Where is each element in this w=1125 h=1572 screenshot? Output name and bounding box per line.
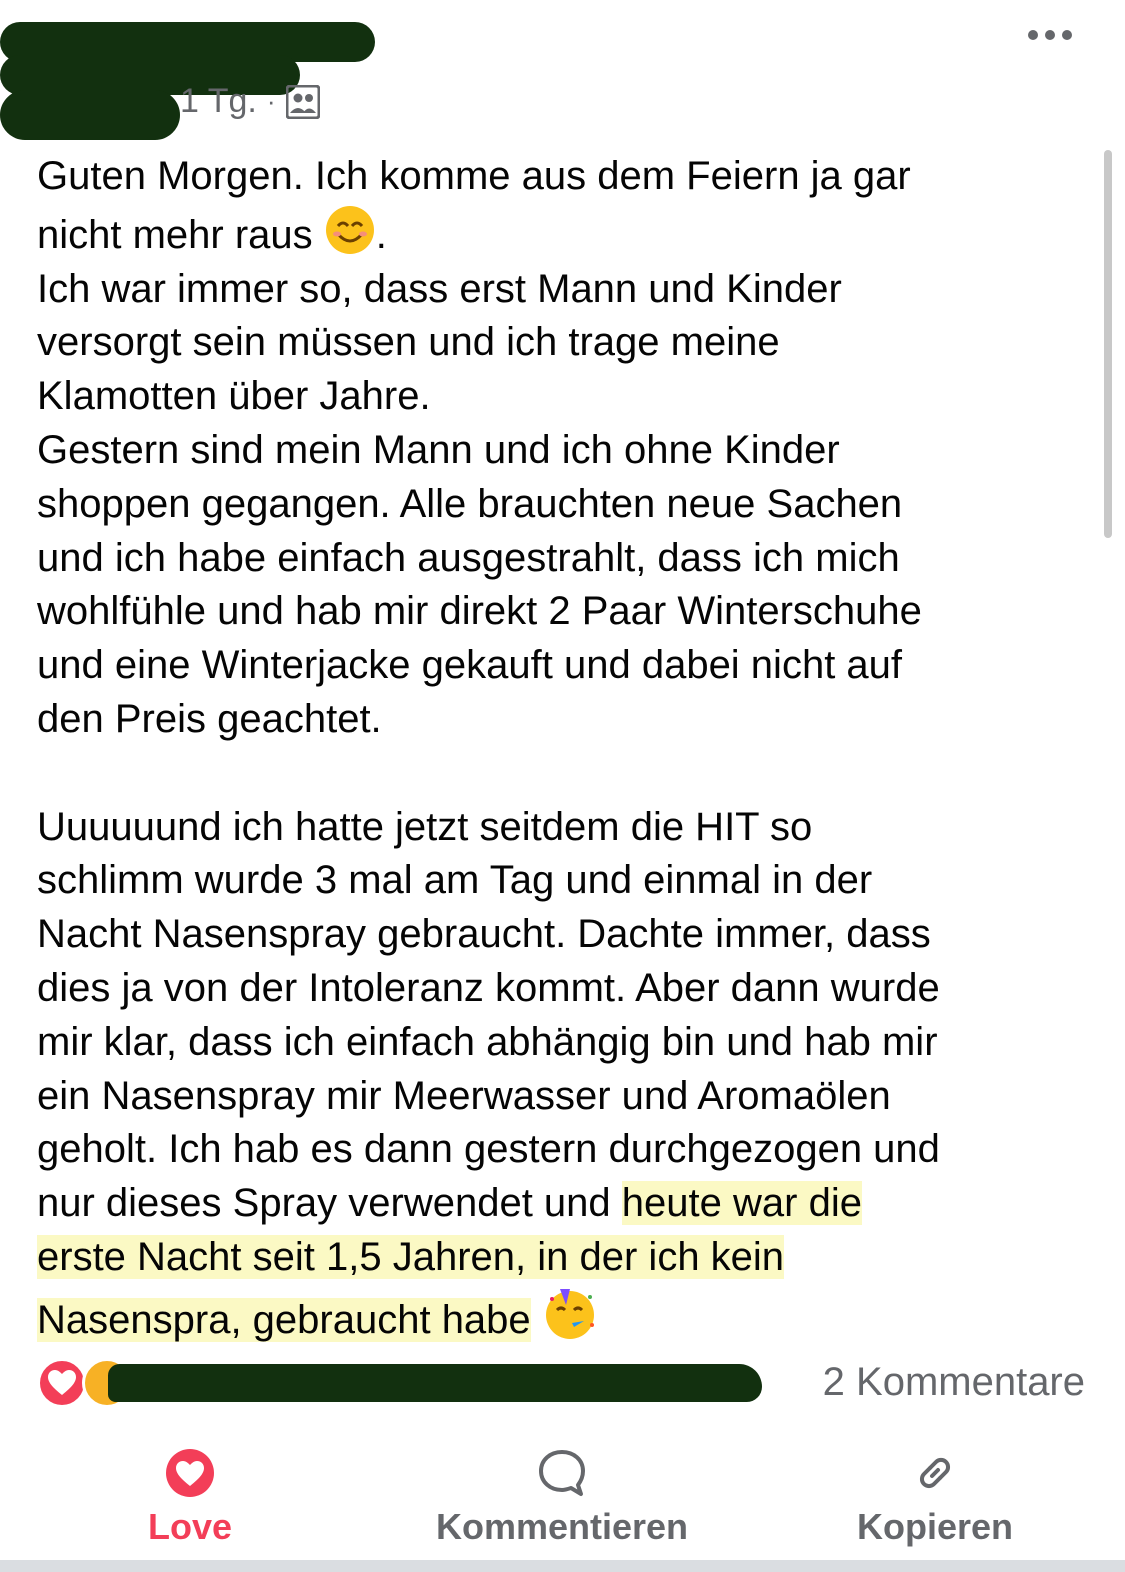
- post-body: [37, 150, 1097, 1348]
- meta-separator: ·: [266, 86, 276, 116]
- friends-group-icon[interactable]: [286, 85, 320, 119]
- copy-link-button[interactable]: [745, 1430, 1125, 1560]
- smiling-face-emoji-icon: [324, 204, 376, 256]
- comment-label: Kommentieren: [435, 1506, 689, 1547]
- redacted-author-avatar-2: [0, 90, 180, 140]
- paragraph-gap: [37, 747, 1097, 801]
- more-dot-icon: [1045, 30, 1055, 40]
- copy-label: Kopieren: [856, 1506, 1014, 1547]
- reactions-bar: [0, 1350, 1125, 1420]
- post-text: . Ich war immer so, dass erst Mann und Kinder versorgt sein müssen und ich trage meine Klamotten über Jahre. Gestern sind mein Mann und ich ohne Kinder shoppen gegangen. Alle brauchten neue Sachen und ich habe einfach ausgestrahlt, dass ich mich wohlfühle und hab mir direkt 2 Paar Winterschuhe und eine Winterjacke gekauft und dabei nicht auf den Preis geachtet.: [37, 212, 922, 741]
- love-heart-icon: [165, 1448, 215, 1498]
- heart-icon: [48, 1370, 76, 1396]
- love-reaction-icon[interactable]: [37, 1358, 87, 1408]
- post-header: [0, 0, 1125, 150]
- more-dot-icon: [1028, 30, 1038, 40]
- comments-count[interactable]: 2 Kommentare: [822, 1360, 1085, 1404]
- post-meta: [180, 82, 320, 121]
- post-timestamp[interactable]: 1 Tg.: [180, 82, 257, 120]
- partying-face-emoji-icon: [542, 1285, 598, 1341]
- bottom-divider: [0, 1560, 1125, 1572]
- highlighted-text: heute war die erste Nacht seit 1,5 Jahren, in der ich kein Nasenspra, gebraucht habe: [37, 1181, 862, 1342]
- link-icon: [910, 1448, 960, 1498]
- comment-bubble-icon: [537, 1448, 587, 1498]
- post-text: Uuuuuund ich hatte jetzt seitdem die HIT so schlimm wurde 3 mal am Tag und einmal in der Nacht Nasenspray gebraucht. Dachte immer, dass dies ja von der Intoleranz kommt. Aber dann wurde mir klar, dass ich einfach abhängig bin und hab mir ein Nasenspray mir Meerwasser und Aromaölen geholt. Ich hab es dann gestern durchgezogen und nur dieses Spray verwendet und: [37, 804, 940, 1226]
- more-dot-icon: [1062, 30, 1072, 40]
- action-bar: [0, 1430, 1125, 1560]
- more-options-button[interactable]: [1028, 30, 1072, 40]
- love-label: Love: [147, 1506, 233, 1547]
- comment-button[interactable]: [372, 1430, 752, 1560]
- post-text-end: [531, 1298, 542, 1342]
- scrollbar[interactable]: [1104, 150, 1112, 538]
- post-text: Guten Morgen. Ich komme aus dem Feiern ja gar nicht mehr raus: [37, 154, 911, 257]
- post-paragraph-2: [37, 801, 1097, 1348]
- love-button[interactable]: [0, 1430, 380, 1560]
- post-paragraph-1: [37, 150, 1097, 747]
- redacted-reactors: [108, 1364, 762, 1402]
